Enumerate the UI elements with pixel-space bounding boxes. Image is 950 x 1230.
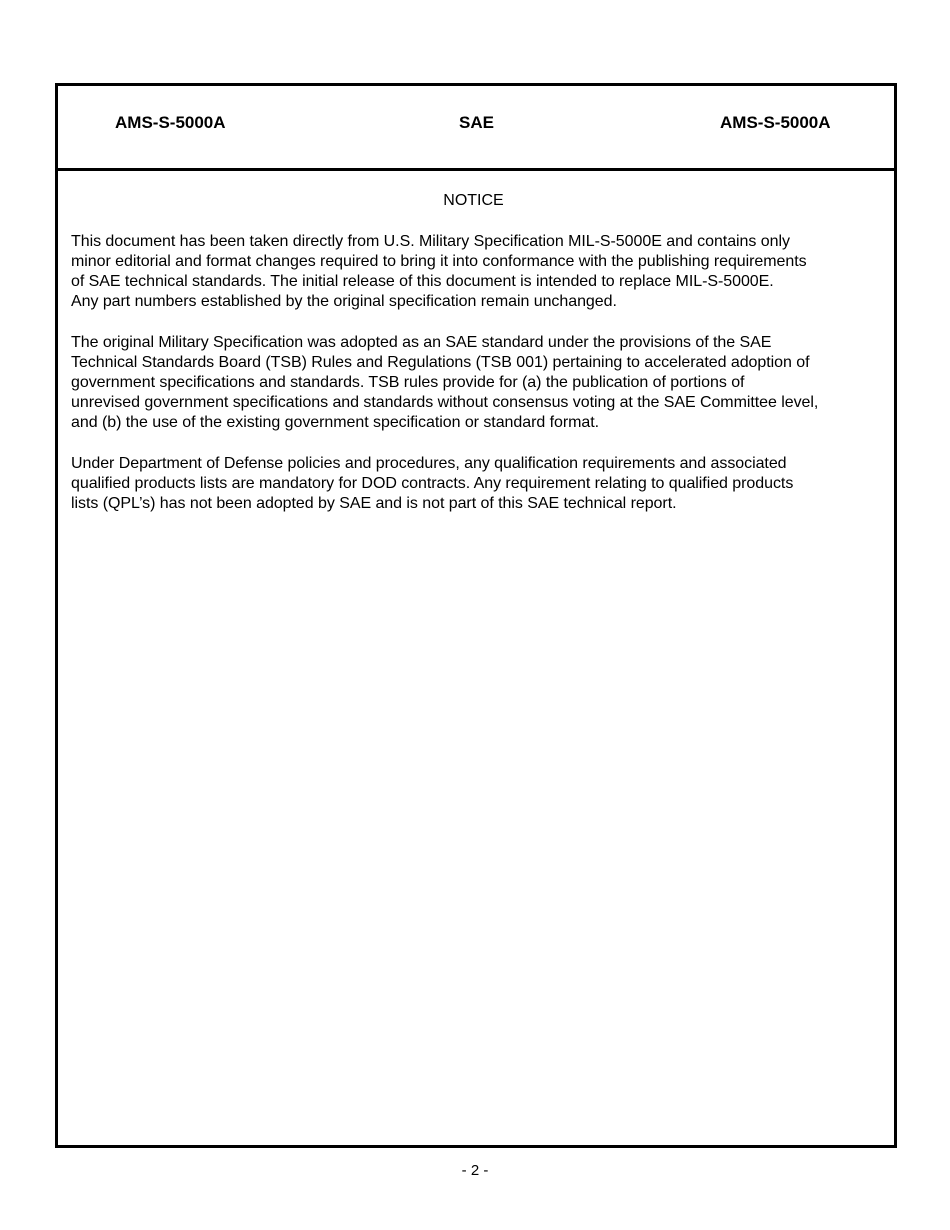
page-frame bbox=[55, 83, 897, 1148]
paragraph-line: unrevised government specifications and standards without consensus voting at the SAE Committee level, bbox=[71, 394, 819, 411]
page-number: - 2 - bbox=[461, 1162, 489, 1179]
notice-section bbox=[71, 191, 876, 535]
notice-paragraph-3 bbox=[71, 454, 876, 514]
document-header bbox=[58, 86, 894, 171]
paragraph-line: The original Military Specification was adopted as an SAE standard under the provisions of the SAE bbox=[71, 334, 772, 351]
paragraph-line: government specifications and standards. TSB rules provide for (a) the publication of portions of bbox=[71, 374, 745, 391]
notice-paragraph-1 bbox=[71, 232, 876, 312]
paragraph-line: Technical Standards Board (TSB) Rules and Regulations (TSB 001) pertaining to accelerated adoption of bbox=[71, 354, 810, 371]
paragraph-line: Under Department of Defense policies and procedures, any qualification requirements and associated bbox=[71, 455, 787, 472]
paragraph-line: qualified products lists are mandatory for DOD contracts. Any requirement relating to qualified products bbox=[71, 475, 794, 492]
paragraph-line: lists (QPL’s) has not been adopted by SAE and is not part of this SAE technical report. bbox=[71, 495, 677, 512]
paragraph-line: of SAE technical standards. The initial release of this document is intended to replace MIL-S-5000E. bbox=[71, 273, 774, 290]
paragraph-line: and (b) the use of the existing government specification or standard format. bbox=[71, 414, 600, 431]
notice-paragraph-2 bbox=[71, 333, 876, 433]
notice-title: NOTICE bbox=[443, 192, 504, 209]
paragraph-line: Any part numbers established by the original specification remain unchanged. bbox=[71, 293, 617, 310]
header-doc-number-right: AMS-S-5000A bbox=[720, 113, 831, 132]
paragraph-line: This document has been taken directly from U.S. Military Specification MIL-S-5000E and contains only bbox=[71, 233, 790, 250]
header-doc-number-left: AMS-S-5000A bbox=[115, 113, 226, 132]
header-organization: SAE bbox=[459, 113, 494, 132]
paragraph-line: minor editorial and format changes required to bring it into conformance with the publishing requirements bbox=[71, 253, 807, 270]
